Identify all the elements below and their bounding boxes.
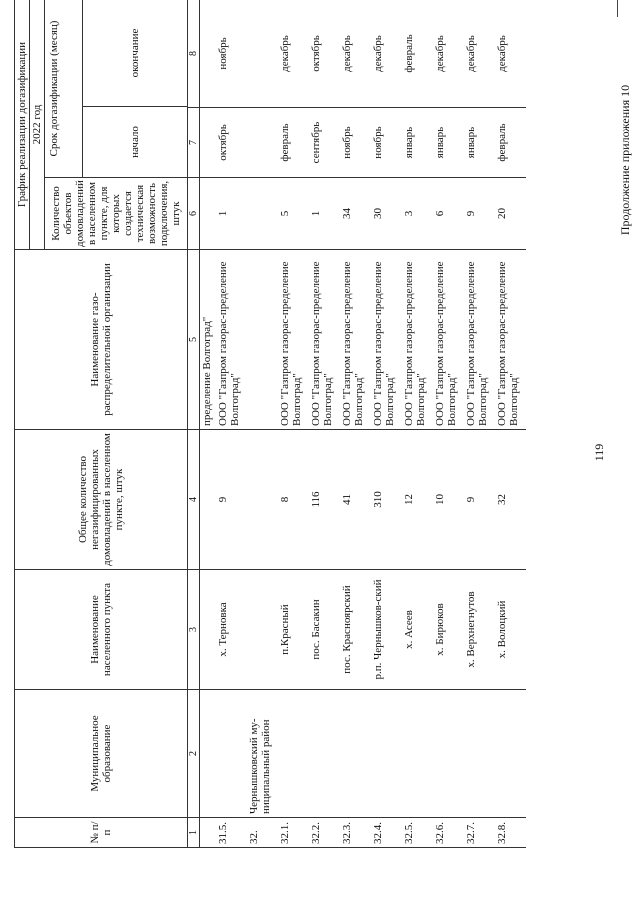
end-month-cell (200, 0, 217, 108)
objects-count-cell: 1 (309, 178, 340, 250)
end-month-cell: декабрь (464, 0, 495, 108)
header-end: окончание (128, 28, 141, 78)
table-row (495, 0, 526, 848)
header-start: начало (83, 106, 187, 177)
objects-count-cell (200, 178, 217, 250)
col-number: 6 (188, 178, 200, 250)
objects-count-cell: 30 (371, 178, 402, 250)
col-number: 3 (188, 570, 200, 690)
settlement-cell: р.п. Чернышков-ский (371, 570, 402, 690)
table-row (433, 0, 464, 848)
row-number: 32.6. (433, 818, 464, 848)
settlement-cell: х. Терновка (216, 570, 247, 690)
table-row (402, 0, 433, 848)
end-month-cell: ноябрь (216, 0, 247, 108)
objects-count-cell: 34 (340, 178, 371, 250)
appendix-caption: Продолжение приложения 10 (618, 84, 632, 236)
municipality-cell (433, 690, 464, 818)
objects-count-cell: 9 (464, 178, 495, 250)
row-number: 32.7. (464, 818, 495, 848)
total-households-cell: 310 (371, 430, 402, 570)
header-settlement: Наименование населенного пункта (15, 570, 188, 690)
start-month-cell: февраль (278, 108, 309, 178)
municipality-cell (216, 690, 247, 818)
table-row (371, 0, 402, 848)
col-number: 2 (188, 690, 200, 818)
start-month-cell: октябрь (216, 108, 247, 178)
total-households-cell (200, 430, 217, 570)
objects-count-cell: 5 (278, 178, 309, 250)
table-row (464, 0, 495, 848)
header-schedule: График реализации догазификации (15, 0, 30, 250)
organization-cell: ООО "Газпром газорас-пределение Волгоград" (278, 250, 309, 430)
table-row (216, 0, 247, 848)
header-number: № п/п (15, 818, 188, 848)
settlement-cell (200, 570, 217, 690)
municipality-cell (278, 690, 309, 818)
total-households-cell: 9 (464, 430, 495, 570)
start-month-cell: февраль (495, 108, 526, 178)
organization-cell: ООО "Газпром газорас-пределение Волгоград" (433, 250, 464, 430)
table-row (278, 0, 309, 848)
start-month-cell: январь (464, 108, 495, 178)
municipality-cell (464, 690, 495, 818)
table-row (247, 0, 278, 848)
header-year: 2022 год (30, 0, 45, 250)
col-number: 1 (188, 818, 200, 848)
start-month-cell (200, 108, 217, 178)
organization-cell: ООО "Газпром газорас-пределение Волгоград" (402, 250, 433, 430)
row-number: 32.2. (309, 818, 340, 848)
total-households-cell: 12 (402, 430, 433, 570)
header-objects-count: Количество объектов домовладений в населенном пункте, для которых создается техническая возможность подключения, штук (45, 178, 188, 250)
settlement-cell: х. Асеев (402, 570, 433, 690)
municipality-cell (371, 690, 402, 818)
end-month-cell: декабрь (433, 0, 464, 108)
municipality-cell (309, 690, 340, 818)
organization-cell: ООО "Газпром газорас-пределение Волгоград" (464, 250, 495, 430)
settlement-cell: пос. Басакин (309, 570, 340, 690)
row-number: 32.3. (340, 818, 371, 848)
row-number: 32.8. (495, 818, 526, 848)
header-term: Срок догазификации (месяц) (46, 0, 83, 177)
settlement-cell: х. Волоцкий (495, 570, 526, 690)
organization-cell: ООО "Газпром газорас-пределение Волгоград" (340, 250, 371, 430)
gasification-table (14, 0, 526, 848)
total-households-cell: 32 (495, 430, 526, 570)
settlement-cell (247, 570, 278, 690)
organization-cell: ООО "Газпром газорас-пределение Волгоград" (371, 250, 402, 430)
municipality-cell (495, 690, 526, 818)
col-number: 5 (188, 250, 200, 430)
total-households-cell: 116 (309, 430, 340, 570)
objects-count-cell: 1 (216, 178, 247, 250)
total-households-cell: 41 (340, 430, 371, 570)
organization-cell (247, 250, 278, 430)
municipality-cell (402, 690, 433, 818)
objects-count-cell: 3 (402, 178, 433, 250)
total-households-cell: 9 (216, 430, 247, 570)
table-row (309, 0, 340, 848)
table-row (340, 0, 371, 848)
col-number: 7 (188, 108, 200, 178)
caption-rule (617, 0, 618, 17)
row-number: 32.5. (402, 818, 433, 848)
start-month-cell: сентябрь (309, 108, 340, 178)
col-number: 8 (188, 0, 200, 108)
start-month-cell (247, 108, 278, 178)
row-number: 31.5. (216, 818, 247, 848)
row-number: 32. (247, 818, 278, 848)
municipality-cell: Чернышковский му-ниципальный район (247, 690, 278, 818)
organization-cell: ООО "Газпром газорас-пределение Волгоград" (216, 250, 247, 430)
end-month-cell (247, 0, 278, 108)
header-total-households: Общее количество негазифицированных домовладений в населенном пункте, штук (15, 430, 188, 570)
end-month-cell: декабрь (495, 0, 526, 108)
objects-count-cell (247, 178, 278, 250)
objects-count-cell: 20 (495, 178, 526, 250)
row-number (200, 818, 217, 848)
start-month-cell: ноябрь (371, 108, 402, 178)
page-number: 119 (592, 443, 606, 462)
total-households-cell: 8 (278, 430, 309, 570)
total-households-cell (247, 430, 278, 570)
total-households-cell: 10 (433, 430, 464, 570)
row-number: 32.1. (278, 818, 309, 848)
objects-count-cell: 6 (433, 178, 464, 250)
table-row (200, 0, 217, 848)
settlement-cell: пос. Красноярский (340, 570, 371, 690)
organization-cell: пределение Волгоград" (200, 250, 217, 430)
end-month-cell: декабрь (278, 0, 309, 108)
end-month-cell: октябрь (309, 0, 340, 108)
start-month-cell: ноябрь (340, 108, 371, 178)
end-month-cell: декабрь (340, 0, 371, 108)
row-number: 32.4. (371, 818, 402, 848)
start-month-cell: январь (433, 108, 464, 178)
end-month-cell: февраль (402, 0, 433, 108)
settlement-cell: п.Красный (278, 570, 309, 690)
start-month-cell: январь (402, 108, 433, 178)
municipality-cell (200, 690, 217, 818)
header-organization: Наименование газо-распределительной организации (15, 250, 188, 430)
col-number: 4 (188, 430, 200, 570)
end-month-cell: декабрь (371, 0, 402, 108)
municipality-cell (340, 690, 371, 818)
organization-cell: ООО "Газпром газорас-пределение Волгоград" (309, 250, 340, 430)
header-municipality: Муниципальное образование (15, 690, 188, 818)
settlement-cell: х. Верхнегнутов (464, 570, 495, 690)
settlement-cell: х. Бирюков (433, 570, 464, 690)
organization-cell: ООО "Газпром газорас-пределение Волгоград" (495, 250, 526, 430)
